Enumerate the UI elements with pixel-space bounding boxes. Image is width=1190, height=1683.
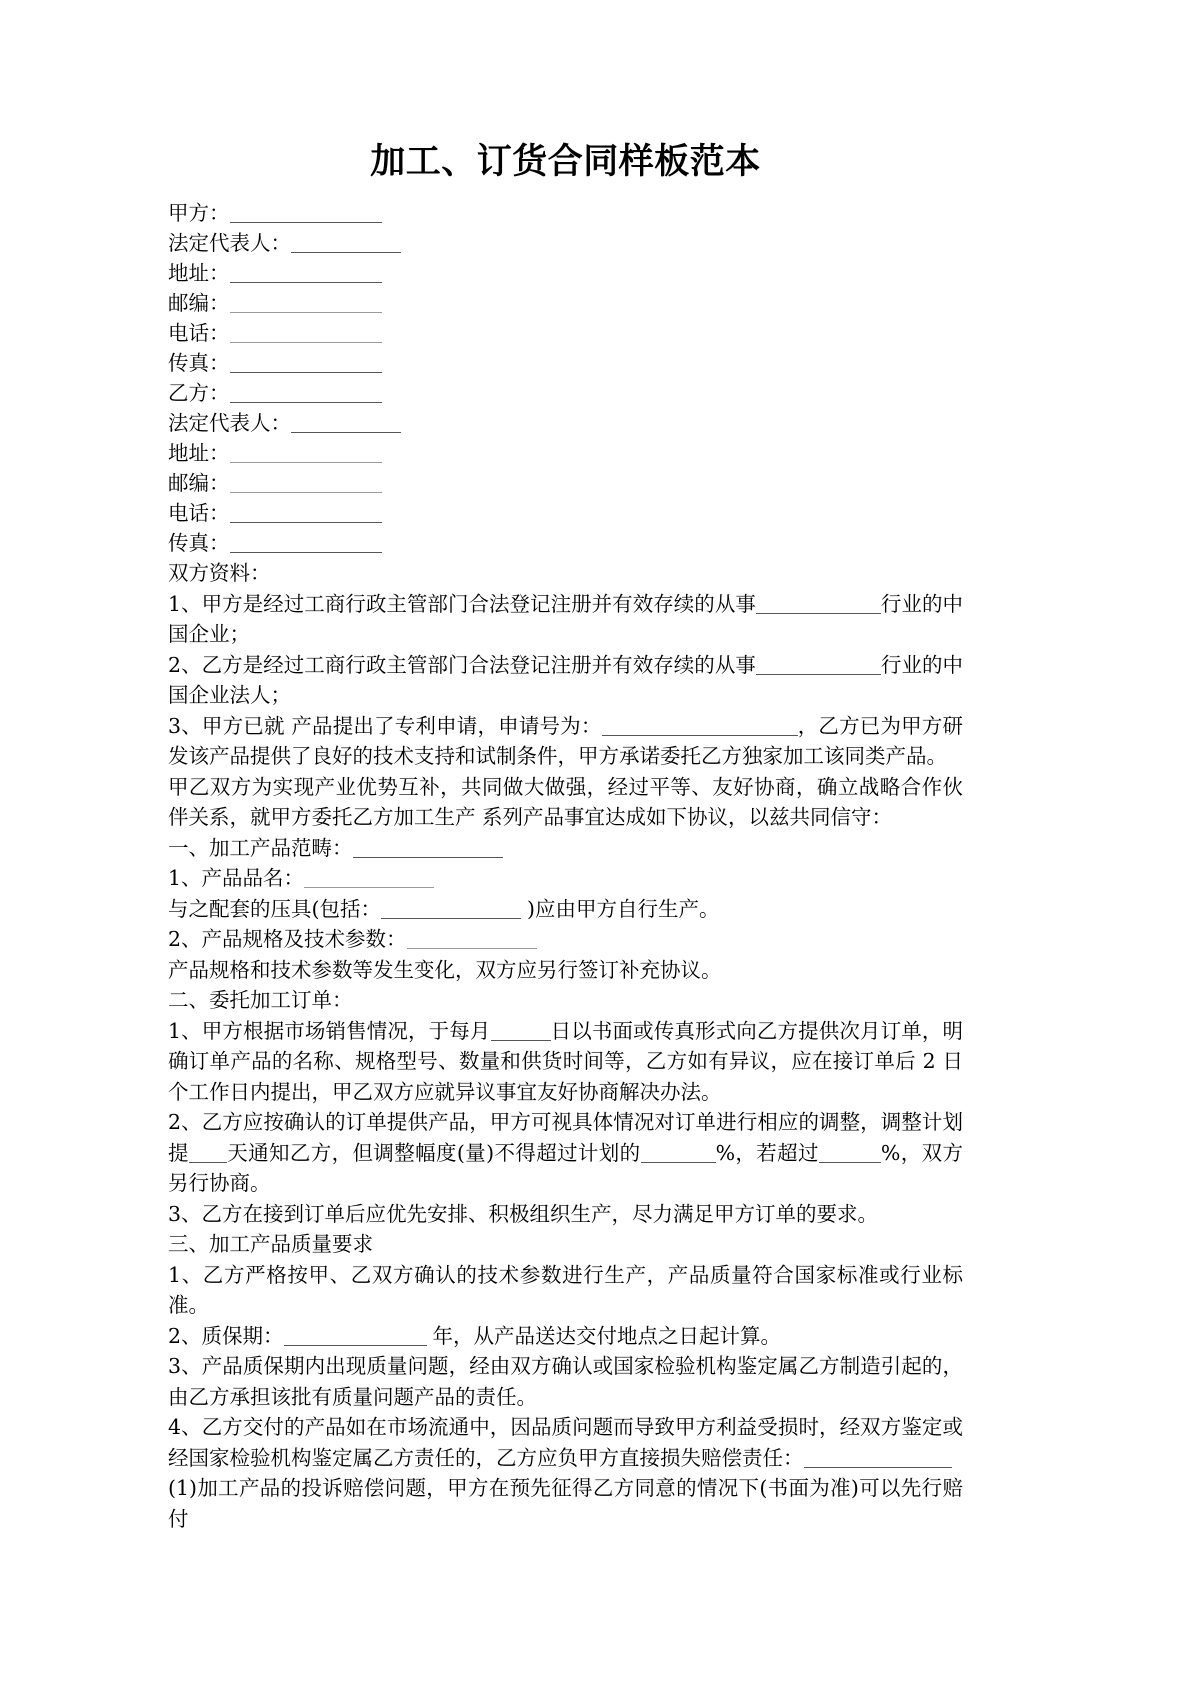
field-label: 电话：	[168, 321, 230, 345]
section-heading-text: 一、加工产品范畴：	[168, 835, 353, 860]
section-two-item-order-adjustment	[168, 1107, 963, 1199]
item-label: 2、产品规格及技术参数：	[168, 927, 407, 951]
item-label: 1、产品品名：	[168, 866, 305, 890]
field-party-b-address	[168, 438, 963, 468]
clause-text: 行业的中国企业；	[168, 591, 964, 646]
preamble-paragraph: 甲乙双方为实现产业优势互补，共同做大做强，经过平等、友好协商，确立战略合作伙伴关系，就甲方委托乙方加工生产 系列产品事宜达成如下协议，以兹共同信守：	[168, 774, 963, 829]
item-text: 日以书面或传真形式向乙方提供次月订单，明确订单产品的名称、规格型号、数量和供货时间等，乙方如有异议，应在接订单后 2 日个工作日内提出，甲乙双方应就异议事宜友好协商解决办法。	[168, 1018, 964, 1104]
item-blank[interactable]	[804, 1450, 952, 1468]
field-label: 甲方：	[168, 201, 230, 225]
field-label: 地址：	[168, 261, 230, 285]
field-blank[interactable]	[291, 415, 401, 433]
section-two-heading: 二、委托加工订单：	[168, 988, 353, 1012]
item-text: 天通知乙方，但调整幅度(量)不得超过计划的	[226, 1140, 641, 1165]
section-three-heading: 三、加工产品质量要求	[168, 1232, 373, 1256]
field-blank[interactable]	[230, 205, 382, 223]
field-label: 传真：	[168, 351, 230, 375]
field-party-a-legal-rep	[168, 228, 963, 258]
section-both-parties-heading: 双方资料：	[168, 561, 271, 585]
field-party-a-postcode	[168, 288, 963, 318]
field-party-b-name	[168, 378, 963, 408]
item-text: %，若超过	[715, 1140, 819, 1165]
field-blank[interactable]	[230, 445, 382, 463]
item-blank[interactable]	[284, 1328, 427, 1346]
clause-text: 行业的中国企业法人；	[168, 652, 964, 707]
section-one-item-mold	[168, 894, 963, 925]
item-text: 4、乙方交付的产品如在市场流通中，因品质问题而导致甲方利益受损时，经双方鉴定或经国家检验机构鉴定属乙方责任的，乙方应负甲方直接损失赔偿责任：	[168, 1415, 963, 1470]
field-blank[interactable]	[291, 235, 401, 253]
clause-party-b-qualification	[168, 650, 963, 711]
field-label: 邮编：	[168, 291, 230, 315]
section-two-item-order-submission	[168, 1016, 963, 1108]
item-blank[interactable]	[491, 1023, 551, 1041]
section-three-item-standards: 1、乙方严格按甲、乙双方确认的技术参数进行生产，产品质量符合国家标准或行业标准。	[168, 1262, 963, 1317]
field-blank[interactable]	[230, 385, 382, 403]
section-one-item-spec	[168, 924, 963, 955]
item-text: )应由甲方自行生产。	[527, 896, 720, 921]
field-party-b-phone	[168, 498, 963, 528]
section-blank[interactable]	[353, 840, 503, 858]
item-blank[interactable]	[381, 901, 521, 919]
field-party-b-postcode	[168, 468, 963, 498]
field-label: 法定代表人：	[168, 231, 291, 255]
section-three-item-compensation	[168, 1412, 963, 1473]
clause-blank[interactable]	[756, 596, 881, 614]
item-blank[interactable]	[407, 931, 537, 949]
field-blank[interactable]	[230, 325, 382, 343]
field-blank[interactable]	[230, 355, 382, 373]
page-title: 加工、订货合同样板范本	[370, 141, 761, 182]
field-party-a-name	[168, 198, 963, 228]
item-text: %，双方另行协商。	[168, 1140, 964, 1195]
section-three-item-quality-issue: 3、产品质保期内出现质量问题，经由双方确认或国家检验机构鉴定属乙方制造引起的，由乙方承担该批有质量问题产品的责任。	[168, 1354, 963, 1409]
item-blank[interactable]	[819, 1145, 881, 1163]
item-text: 2、乙方应按确认的订单提供产品，甲方可视具体情况对订单进行相应的调整，调整计划提	[168, 1110, 963, 1165]
field-label: 乙方：	[168, 381, 230, 405]
field-blank[interactable]	[230, 475, 382, 493]
field-label: 地址：	[168, 441, 230, 465]
document-content	[168, 136, 963, 1534]
party-a-field-group	[168, 198, 963, 378]
clause-blank[interactable]	[602, 718, 798, 736]
field-label: 电话：	[168, 501, 230, 525]
item-text: 年，从产品送达交付地点之日起计算。	[432, 1323, 782, 1348]
section-three-item-compensation-sub1: (1)加工产品的投诉赔偿问题，甲方在预先征得乙方同意的情况下(书面为准)可以先行赔付	[168, 1476, 963, 1531]
clause-text: 1、甲方是经过工商行政主管部门合法登记注册并有效存续的从事	[168, 591, 756, 616]
clause-text: 2、乙方是经过工商行政主管部门合法登记注册并有效存续的从事	[168, 652, 756, 677]
field-blank[interactable]	[230, 505, 382, 523]
item-blank[interactable]	[304, 870, 434, 888]
field-label: 法定代表人：	[168, 411, 291, 435]
section-one-item-spec-note: 产品规格和技术参数等发生变化，双方应另行签订补充协议。	[168, 957, 722, 982]
field-party-a-phone	[168, 318, 963, 348]
field-blank[interactable]	[230, 535, 382, 553]
field-label: 传真：	[168, 531, 230, 555]
clause-text: 3、甲方已就 产品提出了专利申请，申请号为：	[168, 713, 602, 738]
clause-blank[interactable]	[756, 657, 881, 675]
clause-patent-application	[168, 711, 963, 772]
section-one-item-product-name	[168, 863, 963, 894]
clause-text: ，乙方已为甲方研发该产品提供了良好的技术支持和试制条件，甲方承诺委托乙方独家加工该同类产品。	[168, 713, 963, 768]
item-blank[interactable]	[189, 1145, 227, 1163]
clause-party-a-qualification	[168, 589, 963, 650]
section-three-item-warranty-period	[168, 1321, 963, 1352]
field-blank[interactable]	[230, 295, 382, 313]
party-b-field-group	[168, 378, 963, 558]
field-party-b-legal-rep	[168, 408, 963, 438]
item-text: 与之配套的压具(包括：	[168, 896, 381, 921]
section-two-item-priority-production: 3、乙方在接到订单后应优先安排、积极组织生产，尽力满足甲方订单的要求。	[168, 1201, 879, 1226]
item-blank[interactable]	[641, 1145, 716, 1163]
field-label: 邮编：	[168, 471, 230, 495]
field-blank[interactable]	[230, 265, 382, 283]
field-party-b-fax	[168, 528, 963, 558]
field-party-a-fax	[168, 348, 963, 378]
item-label: 2、质保期：	[168, 1323, 284, 1348]
item-text: 1、甲方根据市场销售情况，于每月	[168, 1018, 491, 1043]
field-party-a-address	[168, 258, 963, 288]
section-one-heading	[168, 833, 963, 864]
